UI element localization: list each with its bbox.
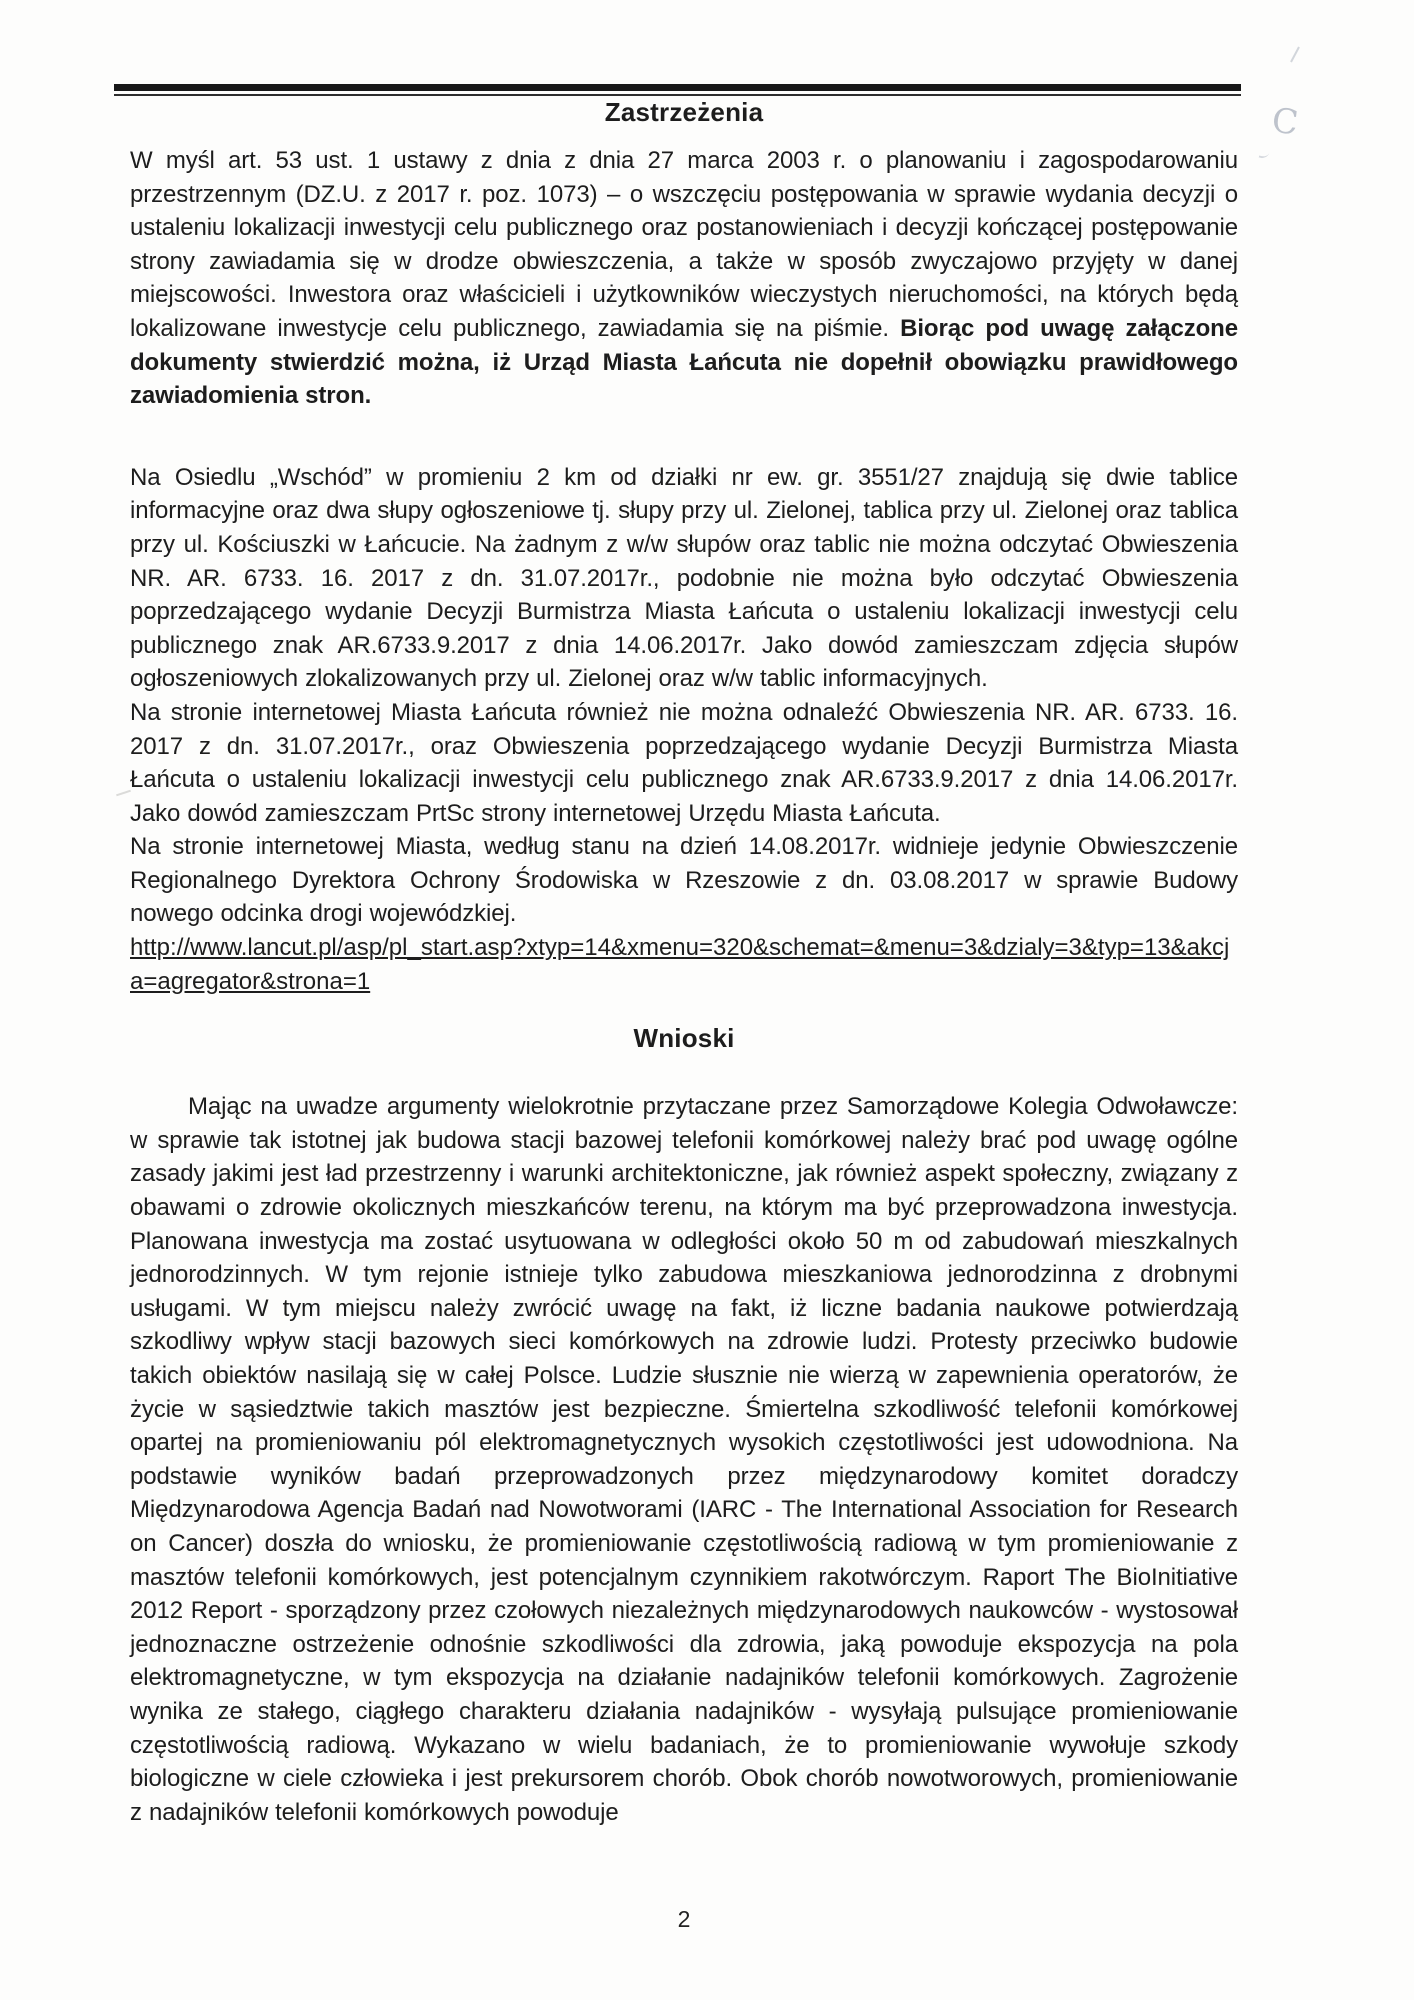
- section-heading-zastrzezenia: Zastrzeżenia: [604, 97, 764, 127]
- paragraph-wnioski: Mając na uwadze argumenty wielokrotnie przytaczane przez Samorządowe Kolegia Odwoławcze: w sprawie tak istotnej jak budowa stacji bazowej telefonii komórkowej należy brać pod uwagę ogólne zasady jakimi jest ład przestrzenny i warunki architektoniczne, jak również aspekt społeczny, związany z obawami o zdrowie okolicznych mieszkańców terenu, na którym ma być przeprowadzona inwestycja. Planowana inwestycja ma zostać usytuowana w odległości około 50 m od zabudowań mieszkalnych jednorodzinnych. W tym rejonie istnieje tylko zabudowa mieszkaniowa jednorodzinna z drobnymi usługami. W tym miejscu należy zwrócić uwagę na fakt, iż liczne badania naukowe potwierdzają szkodliwy wpływ stacji bazowych sieci komórkowych na zdrowie ludzi. Protesty przeciwko budowie takich obiektów nasilają się w całej Polsce. Ludzie słusznie nie wierzą w zapewnienia operatorów, że życie w sąsiedztwie takich masztów jest bezpieczne. Śmiertelna szkodliwość telefonii komórkowej opartej na promieniowaniu pól elektromagnetycznych wysokich częstotliwości jest udowodniona. Na podstawie wyników badań przeprowadzonych przez międzynarodowy komitet doradczy Międzynarodowa Agencja Badań nad Nowotworami (IARC - The International Association for Research on Cancer) doszła do wniosku, że promieniowanie częstotliwością radiową w tym promieniowanie z masztów telefonii komórkowych, jest potencjalnym czynnikiem rakotwórczym. Raport The BioInitiative 2012 Report - sporządzony przez czołowych niezależnych międzynarodowych naukowców - wystosował jednoznaczne ostrzeżenie odnośnie szkodliwości dla zdrowia, jaką powoduje ekspozycja na pola elektromagnetyczne, w tym ekspozycja na działanie nadajników telefonii komórkowych. Zagrożenie wynika ze stałego, ciągłego charakteru działania nadajników - wysyłają pulsujące promieniowanie częstotliwością radiową. Wykazano w wielu badaniach, że to promieniowanie wywołuje szkody biologiczne w ciele człowieka i jest prekursorem chorób. Obok chorób nowotworowych, promieniowanie z nadajników telefonii komórkowych powoduje: [130, 1093, 1238, 1826]
- scan-artifact-comma: [1259, 147, 1271, 160]
- paragraph-legal-basis-bold-conclusion: Biorąc pod uwagę załączone dokumenty stwierdzić można, iż Urząd Miasta Łańcuta nie dopełnił obowiązku prawidłowego zawiadomienia stron.: [130, 314, 1238, 410]
- paragraph-strona-internetowa: Na stronie internetowej Miasta Łańcuta również nie można odnaleźć Obwieszenia NR. AR. 6733. 16. 2017 z dn. 31.07.2017r., oraz Obwieszenia poprzedzającego wydanie Decyzji Burmistrza Miasta Łańcuta o ustaleniu lokalizacji inwestycji celu publicznego znak AR.6733.9.2017 z dnia 14.06.2017r. Jako dowód zamieszczam PrtSc strony internetowej Urzędu Miasta Łańcuta.: [130, 698, 1238, 827]
- scan-artifact-handwritten-c: C: [1269, 100, 1301, 144]
- lancut-url-link[interactable]: http://www.lancut.pl/asp/pl_start.asp?xtyp=14&xmenu=320&schemat=&menu=3&dzialy=3&typ=13&akcja=agregator&strona=1: [130, 934, 1230, 995]
- page-number: 2: [677, 1906, 691, 1932]
- paragraph-legal-basis-text: W myśl art. 53 ust. 1 ustawy z dnia z dnia 27 marca 2003 r. o planowaniu i zagospodarowaniu przestrzennym (DZ.U. z 2017 r. poz. 1073) – o wszczęciu postępowania w sprawie wydania decyzji o ustaleniu lokalizacji inwestycji celu publicznego oraz postanowieniach i decyzji kończącej postępowanie strony zawiadamia się w drodze obwieszczenia, a także w sposób zwyczajowo przyjęty w danej miejscowości. Inwestora oraz właścicieli i użytkowników wieczystych nieruchomości, na których będą lokalizowane inwestycje celu publicznego, zawiadamia się na piśmie.: [130, 147, 1238, 342]
- text-column: [130, 86, 1238, 1829]
- scan-artifact-tick: [1290, 47, 1300, 63]
- paragraph-stan-na-dzien: Na stronie internetowej Miasta, według stanu na dzień 14.08.2017r. widnieje jedynie Obwieszczenie Regionalnego Dyrektora Ochrony Środowiska w Rzeszowie z dn. 03.08.2017 w sprawie Budowy nowego odcinka drogi wojewódzkiej.: [130, 833, 1238, 928]
- paragraph-legal-basis: [130, 144, 1238, 413]
- url-line: [130, 931, 1238, 998]
- scan-artifact-smudge: [116, 790, 131, 797]
- section-heading-wnioski: Wnioski: [633, 1023, 735, 1054]
- paragraph-group-evidence: [130, 461, 1238, 999]
- paragraph-osiedle-wschod: Na Osiedlu „Wschód” w promieniu 2 km od działki nr ew. gr. 3551/27 znajdują się dwie tablice informacyjne oraz dwa słupy ogłoszeniowe tj. słupy przy ul. Zielonej, tablica przy ul. Zielonej oraz tablica przy ul. Kościuszki w Łańcucie. Na żadnym z w/w słupów oraz tablic nie można odczytać Obwieszenia NR. AR. 6733. 16. 2017 z dn. 31.07.2017r., podobnie nie można było odczytać Obwieszenia poprzedzającego wydanie Decyzji Burmistrza Miasta Łańcuta o ustaleniu lokalizacji inwestycji celu publicznego znak AR.6733.9.2017 z dnia 14.06.2017r. Jako dowód zamieszczam zdjęcia słupów ogłoszeniowych zlokalizowanych przy ul. Zielonej oraz w/w tablic informacyjnych.: [130, 463, 1238, 693]
